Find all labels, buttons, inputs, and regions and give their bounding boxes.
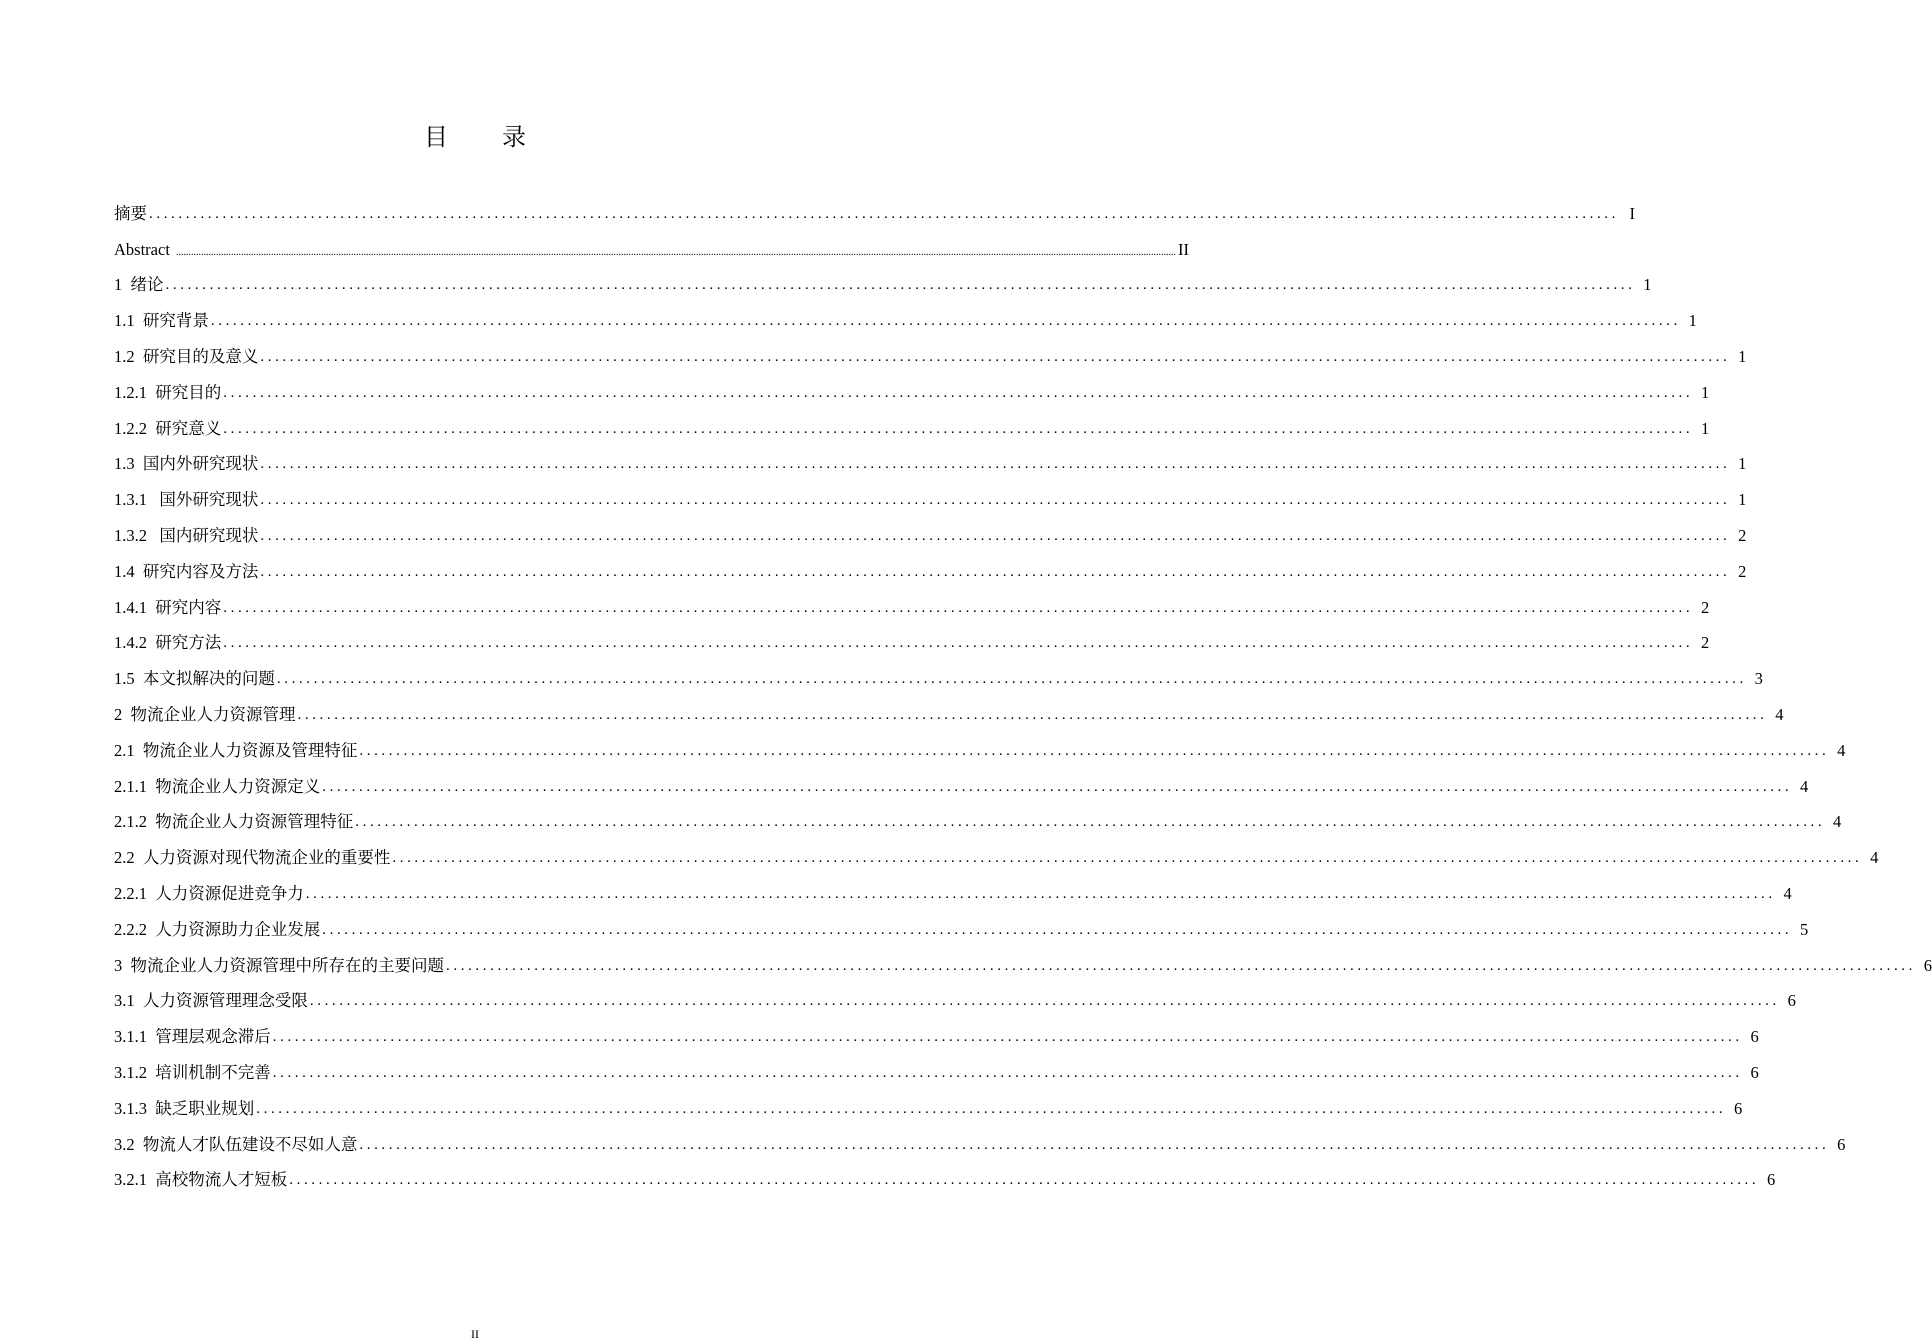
toc-entry-label: 1.2.2 研究意义 [114, 418, 222, 438]
toc-entry[interactable] [114, 948, 1932, 984]
footer-page-number: II [471, 1327, 479, 1341]
toc-entry[interactable] [114, 1127, 1846, 1163]
toc-dot-leader: ........................................................................................................................................................................................................ [260, 349, 1731, 366]
toc-dot-leader: ........................................................................................................................................................................................................ [355, 814, 1826, 831]
toc-dot-leader: ................................................................................................................................................................................................................................................................................................................................................................................................................ [176, 246, 1177, 258]
toc-entry-page: 2 [1738, 526, 1747, 546]
toc-entry-page: 1 [1701, 418, 1710, 438]
toc-entry-page: 1 [1688, 311, 1697, 331]
toc-entry[interactable] [114, 447, 1747, 483]
toc-entry-label: 1.3.2 国内研究现状 [114, 526, 259, 546]
toc-dot-leader: ........................................................................................................................................................................................................ [272, 1065, 1743, 1082]
toc-dot-leader: ........................................................................................................................................................................................................ [359, 1136, 1830, 1153]
toc-entry-label: 1.3 国内外研究现状 [114, 454, 259, 474]
toc-entry-label: 3.2 物流人才队伍建设不尽如人意 [114, 1134, 358, 1154]
toc-entry[interactable] [114, 912, 1809, 948]
toc-dot-leader: ........................................................................................................................................................................................................ [289, 1172, 1760, 1189]
toc-entry-label: 1 绪论 [114, 275, 164, 295]
toc-entry-page: 1 [1701, 382, 1710, 402]
toc-entry[interactable] [114, 984, 1796, 1020]
toc-entry-page: 6 [1923, 955, 1932, 975]
toc-entry-label: 3 物流企业人力资源管理中所存在的主要问题 [114, 955, 444, 975]
toc-entry-label: 1.2.1 研究目的 [114, 382, 222, 402]
toc-entry-label: 1.4 研究内容及方法 [114, 561, 259, 581]
toc-entry-label: 3.1.2 培训机制不完善 [114, 1063, 271, 1083]
toc-entry-label: 1.2 研究目的及意义 [114, 347, 259, 367]
toc-dot-leader: ........................................................................................................................................................................................................ [260, 492, 1731, 509]
toc-entry[interactable] [114, 590, 1710, 626]
toc-entry-page: 6 [1787, 991, 1796, 1011]
toc-entry[interactable] [114, 1163, 1776, 1199]
toc-dot-leader: ........................................................................................................................................................................................................ [223, 599, 1694, 616]
toc-entry-page: 6 [1837, 1134, 1846, 1154]
toc-entry[interactable] [114, 876, 1792, 912]
toc-entry-page: 4 [1833, 812, 1842, 832]
toc-entry-label: 2.1 物流企业人力资源及管理特征 [114, 740, 358, 760]
toc-entry-page: 2 [1701, 633, 1710, 653]
toc-entry-page: 4 [1837, 740, 1846, 760]
page-title: 目 录 [424, 125, 550, 151]
toc-entry-label: 3.1.3 缺乏职业规划 [114, 1098, 255, 1118]
toc-entry[interactable] [114, 697, 1784, 733]
table-of-contents [114, 196, 1932, 1198]
toc-entry-label: 2 物流企业人力资源管理 [114, 705, 296, 725]
toc-entry[interactable] [114, 661, 1763, 697]
toc-entry-page: 6 [1767, 1170, 1776, 1190]
toc-dot-leader: ........................................................................................................................................................................................................ [210, 313, 1681, 330]
toc-entry-page: 2 [1738, 561, 1747, 581]
toc-dot-leader: ........................................................................................................................................................................................................ [260, 563, 1731, 580]
toc-entry-page: 4 [1775, 705, 1784, 725]
toc-entry-page: 4 [1783, 884, 1792, 904]
toc-entry[interactable] [114, 196, 1635, 232]
toc-dot-leader: ........................................................................................................................................................................................................ [322, 778, 1793, 795]
toc-entry-page: 3 [1754, 669, 1763, 689]
toc-entry-label: 2.1.1 物流企业人力资源定义 [114, 776, 321, 796]
toc-entry[interactable] [114, 482, 1747, 518]
toc-entry[interactable] [114, 411, 1710, 447]
toc-entry-label: 1.4.2 研究方法 [114, 633, 222, 653]
toc-entry[interactable] [114, 733, 1846, 769]
toc-entry-page: 1 [1643, 275, 1652, 295]
toc-dot-leader: ........................................................................................................................................................................................................ [256, 1100, 1727, 1117]
toc-entry-label: 3.2.1 高校物流人才短板 [114, 1170, 288, 1190]
toc-entry[interactable] [114, 303, 1697, 339]
toc-entry[interactable] [114, 339, 1747, 375]
toc-entry-label: 3.1.1 管理层观念滞后 [114, 1027, 271, 1047]
toc-entry-page: 4 [1870, 848, 1879, 868]
toc-entry[interactable] [114, 769, 1809, 805]
toc-dot-leader: ........................................................................................................................................................................................................ [446, 957, 1916, 974]
toc-dot-leader: ........................................................................................................................................................................................................ [260, 456, 1731, 473]
toc-dot-leader: ........................................................................................................................................................................................................ [260, 528, 1731, 545]
toc-entry-page: 4 [1800, 776, 1809, 796]
toc-entry[interactable] [114, 805, 1842, 841]
toc-dot-leader: ........................................................................................................................................................................................................ [297, 707, 1768, 724]
toc-entry-label: 3.1 人力资源管理理念受限 [114, 991, 308, 1011]
toc-dot-leader: ........................................................................................................................................................................................................ [309, 993, 1780, 1010]
toc-dot-leader: ........................................................................................................................................................................................................ [165, 277, 1636, 294]
toc-dot-leader: ........................................................................................................................................................................................................ [392, 850, 1863, 867]
toc-dot-leader: ........................................................................................................................................................................................................ [223, 635, 1694, 652]
toc-entry-label: 2.1.2 物流企业人力资源管理特征 [114, 812, 354, 832]
toc-dot-leader: ........................................................................................................................................................................................................ [305, 886, 1776, 903]
toc-entry[interactable] [114, 518, 1747, 554]
toc-dot-leader: ........................................................................................................................................................................................................ [223, 420, 1694, 437]
toc-entry[interactable] [114, 268, 1652, 304]
toc-dot-leader: ........................................................................................................................................................................................................ [272, 1029, 1743, 1046]
toc-entry-label: 2.2 人力资源对现代物流企业的重要性 [114, 848, 391, 868]
toc-entry-page: 1 [1738, 347, 1747, 367]
toc-dot-leader: ........................................................................................................................................................................................................ [223, 384, 1694, 401]
toc-entry[interactable] [114, 554, 1747, 590]
toc-entry[interactable] [114, 1091, 1743, 1127]
toc-entry-label: 1.3.1 国外研究现状 [114, 490, 259, 510]
toc-entry-page: 1 [1738, 490, 1747, 510]
toc-entry-page: 2 [1701, 597, 1710, 617]
toc-entry-page: 6 [1750, 1027, 1759, 1047]
toc-entry-label: 1.4.1 研究内容 [114, 597, 222, 617]
toc-dot-leader: ........................................................................................................................................................................................................ [322, 921, 1793, 938]
toc-dot-leader: ........................................................................................................................................................................................................ [359, 742, 1830, 759]
toc-entry[interactable] [114, 1055, 1759, 1091]
toc-entry-page: 1 [1738, 454, 1747, 474]
toc-dot-leader: ........................................................................................................................................................................................................ [276, 671, 1747, 688]
toc-entry-label: Abstract [114, 239, 175, 259]
toc-entry-page: 5 [1800, 919, 1809, 939]
toc-dot-leader: ........................................................................................................................................................................................................ [149, 205, 1619, 222]
toc-entry-page: 6 [1734, 1098, 1743, 1118]
toc-entry-page: I [1629, 203, 1635, 223]
toc-entry-page: II [1178, 239, 1190, 259]
toc-entry-label: 2.2.2 人力资源助力企业发展 [114, 919, 321, 939]
toc-entry-page: 6 [1750, 1063, 1759, 1083]
toc-entry[interactable] [114, 626, 1710, 662]
toc-entry-label: 1.5 本文拟解决的问题 [114, 669, 275, 689]
toc-entry-label: 1.1 研究背景 [114, 311, 209, 331]
toc-entry-label: 摘要 [114, 203, 147, 223]
toc-entry[interactable] [114, 375, 1710, 411]
toc-entry[interactable] [114, 232, 1190, 268]
toc-entry[interactable] [114, 1019, 1759, 1055]
toc-entry-label: 2.2.1 人力资源促进竞争力 [114, 884, 304, 904]
toc-entry[interactable] [114, 840, 1879, 876]
